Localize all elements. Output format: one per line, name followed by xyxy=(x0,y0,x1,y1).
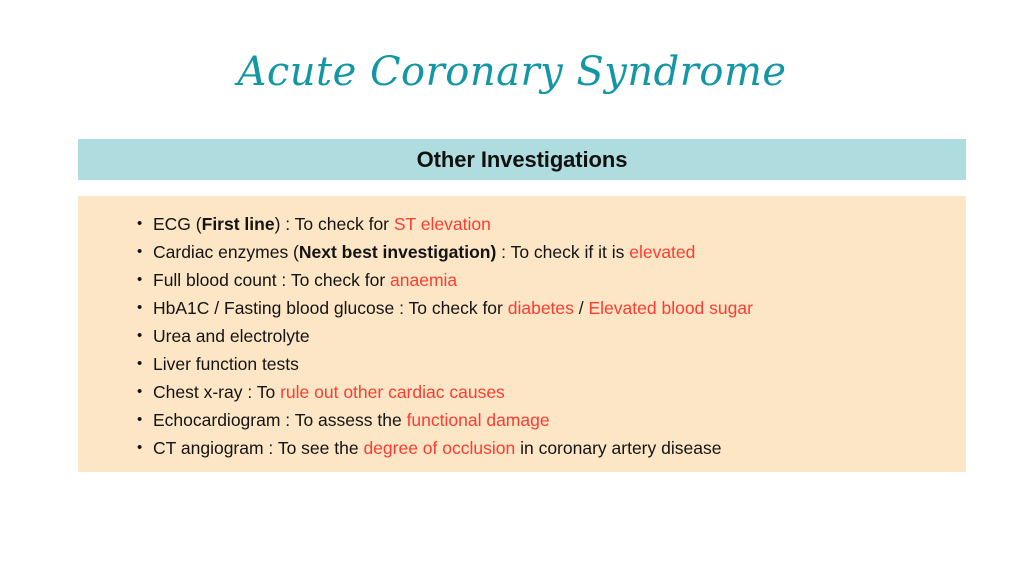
highlighted-term: functional damage xyxy=(406,410,550,430)
page-title: Acute Coronary Syndrome xyxy=(237,49,787,95)
highlighted-term: ST elevation xyxy=(393,214,491,234)
list-item-text: Next best investigation) xyxy=(298,242,497,262)
list-item xyxy=(98,294,946,322)
highlighted-term: Elevated blood sugar xyxy=(588,298,753,318)
section-header-bar xyxy=(78,139,966,180)
list-item xyxy=(98,378,946,406)
list-item-text: First line xyxy=(201,214,275,234)
highlighted-term: anaemia xyxy=(390,270,458,290)
investigations-list xyxy=(98,210,946,462)
list-item xyxy=(98,266,946,294)
list-item-text: Full blood count : To check for xyxy=(153,270,391,290)
list-item-text: Chest x-ray : To xyxy=(153,382,281,402)
list-item xyxy=(98,238,946,266)
highlighted-term: degree of occlusion xyxy=(363,438,516,458)
investigations-panel xyxy=(78,196,966,472)
highlighted-term: diabetes xyxy=(507,298,574,318)
highlighted-term: rule out other cardiac causes xyxy=(280,382,505,402)
list-item xyxy=(98,434,946,462)
list-item-text: Liver function tests xyxy=(153,354,299,374)
list-item xyxy=(98,406,946,434)
list-item-text: in coronary artery disease xyxy=(515,438,722,458)
section-header-label: Other Investigations xyxy=(416,146,628,172)
list-item-text: HbA1C / Fasting blood glucose : To check for xyxy=(153,298,508,318)
list-item-text: ECG ( xyxy=(153,214,202,234)
list-item xyxy=(98,322,946,350)
list-item-text: ) : To check for xyxy=(274,214,394,234)
list-item-text: Echocardiogram : To assess the xyxy=(153,410,407,430)
list-item-text: / xyxy=(573,298,589,318)
list-item-text: CT angiogram : To see the xyxy=(153,438,364,458)
list-item-text: Cardiac enzymes ( xyxy=(153,242,299,262)
list-item xyxy=(98,350,946,378)
list-item xyxy=(98,210,946,238)
list-item-text: Urea and electrolyte xyxy=(153,326,310,346)
list-item-text: : To check if it is xyxy=(496,242,630,262)
highlighted-term: elevated xyxy=(629,242,696,262)
